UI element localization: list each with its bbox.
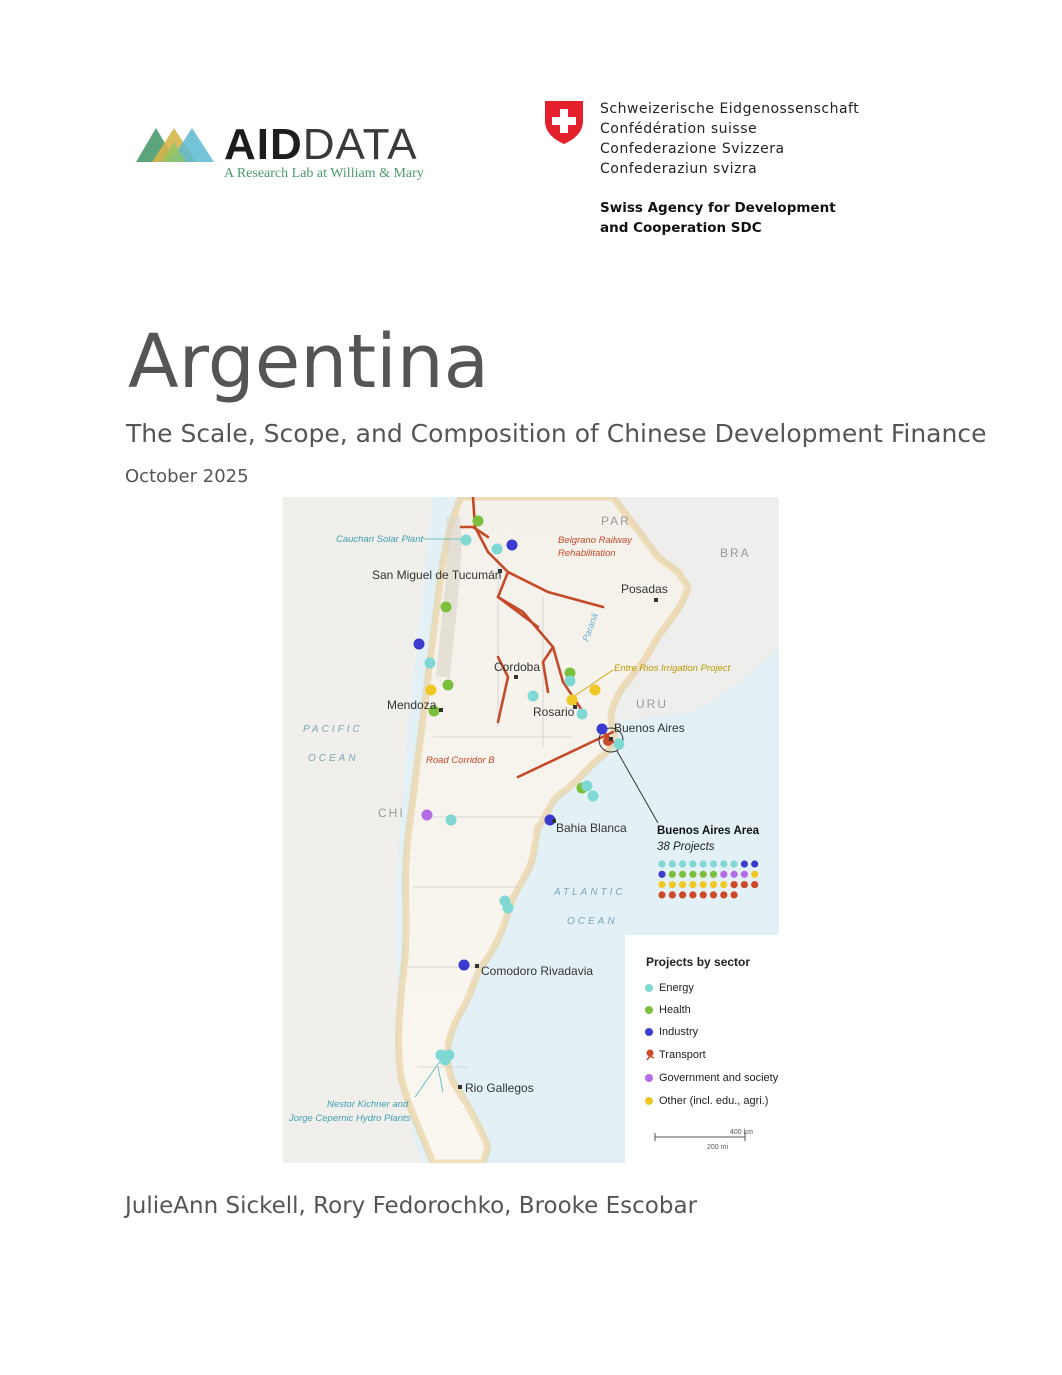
inset-dot-energy bbox=[710, 860, 717, 867]
inset-dot-government bbox=[731, 871, 738, 878]
inset-dot-health bbox=[710, 871, 717, 878]
inset-dot-industry bbox=[658, 871, 665, 878]
city-label-rosario: Rosario bbox=[533, 705, 575, 719]
energy-dot bbox=[614, 739, 625, 750]
energy-dot bbox=[503, 903, 514, 914]
inset-dot-transport bbox=[710, 891, 717, 898]
inset-dot-transport bbox=[689, 891, 696, 898]
city-marker bbox=[654, 598, 658, 602]
government-dot bbox=[422, 810, 433, 821]
energy-dot bbox=[461, 535, 472, 546]
swiss-agency-line1: Swiss Agency for Development bbox=[600, 200, 836, 216]
inset-dot-other bbox=[751, 871, 758, 878]
inset-dot-other bbox=[700, 881, 707, 888]
legend-item-other: Other (incl. edu., agri.) bbox=[645, 1095, 768, 1111]
inset-dot-transport bbox=[720, 891, 727, 898]
energy-dot bbox=[588, 791, 599, 802]
legend-swatch-energy bbox=[645, 984, 653, 992]
project-label-belgrano-1: Belgrano Railway bbox=[558, 535, 632, 546]
ocean-label-pacific: PACIFIC bbox=[303, 724, 363, 735]
city-marker bbox=[514, 675, 518, 679]
energy-dot bbox=[446, 815, 457, 826]
inset-dot-health bbox=[669, 871, 676, 878]
scale-mi-label: 200 mi bbox=[707, 1144, 729, 1151]
legend-swatch-transport bbox=[645, 1049, 655, 1061]
industry-dot bbox=[414, 639, 425, 650]
city-label-posadas: Posadas bbox=[621, 582, 668, 596]
aiddata-logo bbox=[136, 122, 456, 186]
city-label-rio-gallegos: Rio Gallegos bbox=[465, 1081, 534, 1095]
swiss-shield-icon bbox=[543, 99, 585, 145]
inset-dot-government bbox=[741, 871, 748, 878]
inset-dot-transport bbox=[658, 891, 665, 898]
inset-dot-other bbox=[669, 881, 676, 888]
legend-item-industry: Industry bbox=[645, 1026, 698, 1042]
inset-dot-energy bbox=[689, 860, 696, 867]
energy-dot bbox=[577, 709, 588, 720]
swiss-agency-line2: and Cooperation SDC bbox=[600, 220, 762, 236]
industry-dot bbox=[459, 960, 470, 971]
inset-dot-industry bbox=[751, 860, 758, 867]
other-dot bbox=[590, 685, 601, 696]
inset-dot-transport bbox=[751, 881, 758, 888]
city-label-cordoba: Cordoba bbox=[494, 660, 541, 674]
city-marker bbox=[439, 708, 443, 712]
inset-dot-transport bbox=[669, 891, 676, 898]
aiddata-tagline: A Research Lab at William & Mary bbox=[224, 166, 424, 181]
inset-dot-transport bbox=[741, 881, 748, 888]
ocean-label-atlantic-2: OCEAN bbox=[567, 916, 618, 927]
project-label-entre-rios: Entre Rios Irrigation Project bbox=[614, 663, 731, 674]
city-label-tucuman: San Miguel de Tucumán bbox=[372, 568, 502, 582]
inset-dot-transport bbox=[731, 881, 738, 888]
legend-title: Projects by sector bbox=[646, 955, 751, 969]
inset-dot-other bbox=[720, 881, 727, 888]
inset-title: Buenos Aires Area bbox=[657, 825, 760, 837]
legend-swatch-industry bbox=[645, 1028, 653, 1036]
inset-dot-other bbox=[679, 881, 686, 888]
inset-dot-energy bbox=[669, 860, 676, 867]
city-label-buenos-aires: Buenos Aires bbox=[614, 721, 685, 735]
map-scale-bar bbox=[653, 1127, 773, 1157]
project-label-nestor-2: Jorge Cepernic Hydro Plants bbox=[289, 1113, 411, 1124]
country-label-par: PAR bbox=[601, 514, 631, 528]
swiss-confederation-names bbox=[600, 99, 859, 179]
inset-dot-other bbox=[689, 881, 696, 888]
scale-km-label: 400 km bbox=[730, 1129, 753, 1136]
page-title: Argentina bbox=[128, 319, 489, 405]
swiss-agency bbox=[600, 198, 836, 238]
inset-dot-transport bbox=[679, 891, 686, 898]
publication-date: October 2025 bbox=[125, 466, 249, 487]
energy-dot bbox=[492, 544, 503, 555]
health-dot bbox=[441, 602, 452, 613]
map-legend bbox=[625, 935, 779, 1163]
inset-dot-government bbox=[720, 871, 727, 878]
city-marker bbox=[475, 964, 479, 968]
swiss-name-rm: Confederaziun svizra bbox=[600, 161, 758, 177]
industry-dot bbox=[597, 724, 608, 735]
swiss-name-it: Confederazione Svizzera bbox=[600, 141, 785, 157]
energy-dot bbox=[565, 676, 576, 687]
city-marker bbox=[458, 1085, 462, 1089]
industry-dot bbox=[507, 540, 518, 551]
other-dot bbox=[426, 685, 437, 696]
inset-dot-energy bbox=[700, 860, 707, 867]
project-label-nestor-1: Nestor Kichner and bbox=[327, 1099, 409, 1110]
inset-dot-transport bbox=[731, 891, 738, 898]
legend-item-transport: Transport bbox=[645, 1049, 706, 1065]
legend-item-health: Health bbox=[645, 1004, 691, 1020]
inset-dot-other bbox=[710, 881, 717, 888]
aiddata-mountains-icon bbox=[136, 124, 216, 164]
inset-dot-transport bbox=[700, 891, 707, 898]
legend-swatch-government bbox=[645, 1074, 653, 1082]
inset-dot-health bbox=[679, 871, 686, 878]
legend-swatch-other bbox=[645, 1097, 653, 1105]
energy-dot bbox=[440, 1055, 451, 1066]
inset-dot-other bbox=[658, 881, 665, 888]
inset-dot-energy bbox=[720, 860, 727, 867]
project-label-cauchari: Cauchari Solar Plant bbox=[336, 534, 424, 545]
health-dot bbox=[443, 680, 454, 691]
legend-item-government: Government and society bbox=[645, 1072, 778, 1088]
inset-dot-energy bbox=[731, 860, 738, 867]
project-label-road-corridor: Road Corridor B bbox=[426, 755, 495, 766]
legend-item-energy: Energy bbox=[645, 982, 694, 998]
page-subtitle: The Scale, Scope, and Composition of Chinese Development Finance bbox=[126, 419, 987, 448]
city-label-comodoro: Comodoro Rivadavia bbox=[481, 964, 594, 978]
aiddata-wordmark: AIDDATA bbox=[224, 120, 418, 169]
health-dot bbox=[473, 516, 484, 527]
river-label-parana: Paraná bbox=[580, 611, 600, 643]
inset-dot-energy bbox=[679, 860, 686, 867]
energy-dot bbox=[582, 781, 593, 792]
city-marker bbox=[609, 737, 613, 741]
inset-dot-health bbox=[700, 871, 707, 878]
other-dot bbox=[567, 695, 578, 706]
authors: JulieAnn Sickell, Rory Fedorochko, Brooke Escobar bbox=[125, 1193, 698, 1219]
swiss-name-fr: Confédération suisse bbox=[600, 121, 758, 137]
energy-dot bbox=[528, 691, 539, 702]
country-label-bra: BRA bbox=[720, 546, 751, 560]
legend-swatch-health bbox=[645, 1006, 653, 1014]
country-label-chi: CHI bbox=[378, 806, 405, 820]
ocean-label-pacific-2: OCEAN bbox=[308, 753, 359, 764]
country-label-uru: URU bbox=[636, 697, 668, 711]
project-label-belgrano-2: Rehabilitation bbox=[558, 548, 616, 559]
inset-count: 38 Projects bbox=[657, 841, 715, 853]
inset-dot-industry bbox=[741, 860, 748, 867]
ocean-label-atlantic: ATLANTIC bbox=[554, 887, 626, 898]
inset-dot-energy bbox=[658, 860, 665, 867]
inset-dot-health bbox=[689, 871, 696, 878]
city-label-mendoza: Mendoza bbox=[387, 698, 437, 712]
swiss-name-de: Schweizerische Eidgenossenschaft bbox=[600, 101, 860, 117]
energy-dot bbox=[425, 658, 436, 669]
city-label-bahia-blanca: Bahia Blanca bbox=[556, 821, 627, 835]
